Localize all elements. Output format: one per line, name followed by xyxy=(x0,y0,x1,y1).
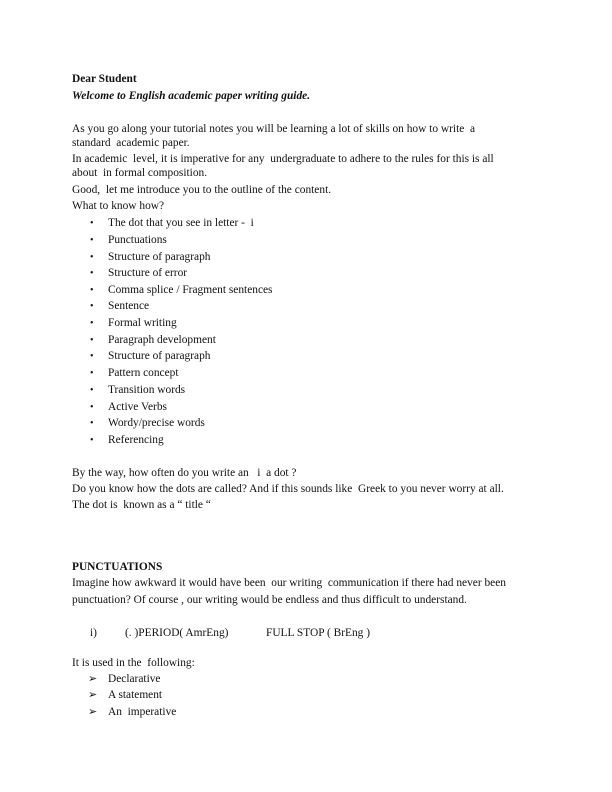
punct-intro-line: punctuation? Of course , our writing would be endless and thus difficult to understand. xyxy=(72,594,467,606)
bullet-icon: • xyxy=(90,368,94,379)
arrow-bullet-icon: ➢ xyxy=(88,706,98,718)
list-item: Declarative xyxy=(108,673,161,685)
list-item: Formal writing xyxy=(108,317,177,329)
bullet-icon: • xyxy=(90,402,94,413)
bullet-icon: • xyxy=(90,268,94,279)
list-item: A statement xyxy=(108,689,163,701)
list-item: Punctuations xyxy=(108,234,167,246)
intro-line: What to know how? xyxy=(72,200,165,212)
welcome-title: Welcome to English academic paper writing guide. xyxy=(72,90,311,102)
list-item: Pattern concept xyxy=(108,367,179,379)
list-item: An imperative xyxy=(108,706,177,718)
bullet-icon: • xyxy=(90,435,94,446)
greeting: Dear Student xyxy=(72,73,137,85)
dot-paragraph-line: The dot is known as a “ title “ xyxy=(72,499,211,511)
bullet-icon: • xyxy=(90,252,94,263)
intro-line: standard academic paper. xyxy=(72,137,190,149)
list-item: Wordy/precise words xyxy=(108,417,205,429)
bullet-icon: • xyxy=(90,318,94,329)
punct-intro-line: Imagine how awkward it would have been our writing communication if there had never been xyxy=(72,577,506,589)
bullet-icon: • xyxy=(90,351,94,362)
bullet-icon: • xyxy=(90,385,94,396)
list-item: The dot that you see in letter - i xyxy=(108,217,254,229)
bullet-icon: • xyxy=(90,335,94,346)
list-item: Referencing xyxy=(108,434,164,446)
intro-line: about in formal composition. xyxy=(72,167,208,179)
list-item: Sentence xyxy=(108,300,150,312)
arrow-bullet-icon: ➢ xyxy=(88,689,98,701)
period-amreng: (. )PERIOD( AmrEng) xyxy=(125,627,229,639)
bullet-icon: • xyxy=(90,218,94,229)
list-item: Active Verbs xyxy=(108,401,167,413)
bullet-icon: • xyxy=(90,235,94,246)
list-numeral: i) xyxy=(90,627,97,639)
section-heading: PUNCTUATIONS xyxy=(72,561,163,573)
list-item: Paragraph development xyxy=(108,334,216,346)
intro-line: Good, let me introduce you to the outline of the content. xyxy=(72,184,332,196)
dot-paragraph-line: Do you know how the dots are called? And if this sounds like Greek to you never worry at all. xyxy=(72,483,504,495)
used-in-label: It is used in the following: xyxy=(72,657,195,669)
list-item: Transition words xyxy=(108,384,186,396)
bullet-icon: • xyxy=(90,285,94,296)
list-item: Comma splice / Fragment sentences xyxy=(108,284,273,296)
arrow-bullet-icon: ➢ xyxy=(88,673,98,685)
list-item: Structure of error xyxy=(108,267,188,279)
fullstop-breng: FULL STOP ( BrEng ) xyxy=(266,627,370,639)
list-item: Structure of paragraph xyxy=(108,251,211,263)
dot-paragraph-line: By the way, how often do you write an i a dot ? xyxy=(72,467,297,479)
bullet-icon: • xyxy=(90,418,94,429)
intro-line: In academic level, it is imperative for any undergraduate to adhere to the rules for this is all xyxy=(72,153,494,165)
bullet-icon: • xyxy=(90,301,94,312)
list-item: Structure of paragraph xyxy=(108,350,211,362)
intro-line: As you go along your tutorial notes you will be learning a lot of skills on how to write a xyxy=(72,123,476,135)
